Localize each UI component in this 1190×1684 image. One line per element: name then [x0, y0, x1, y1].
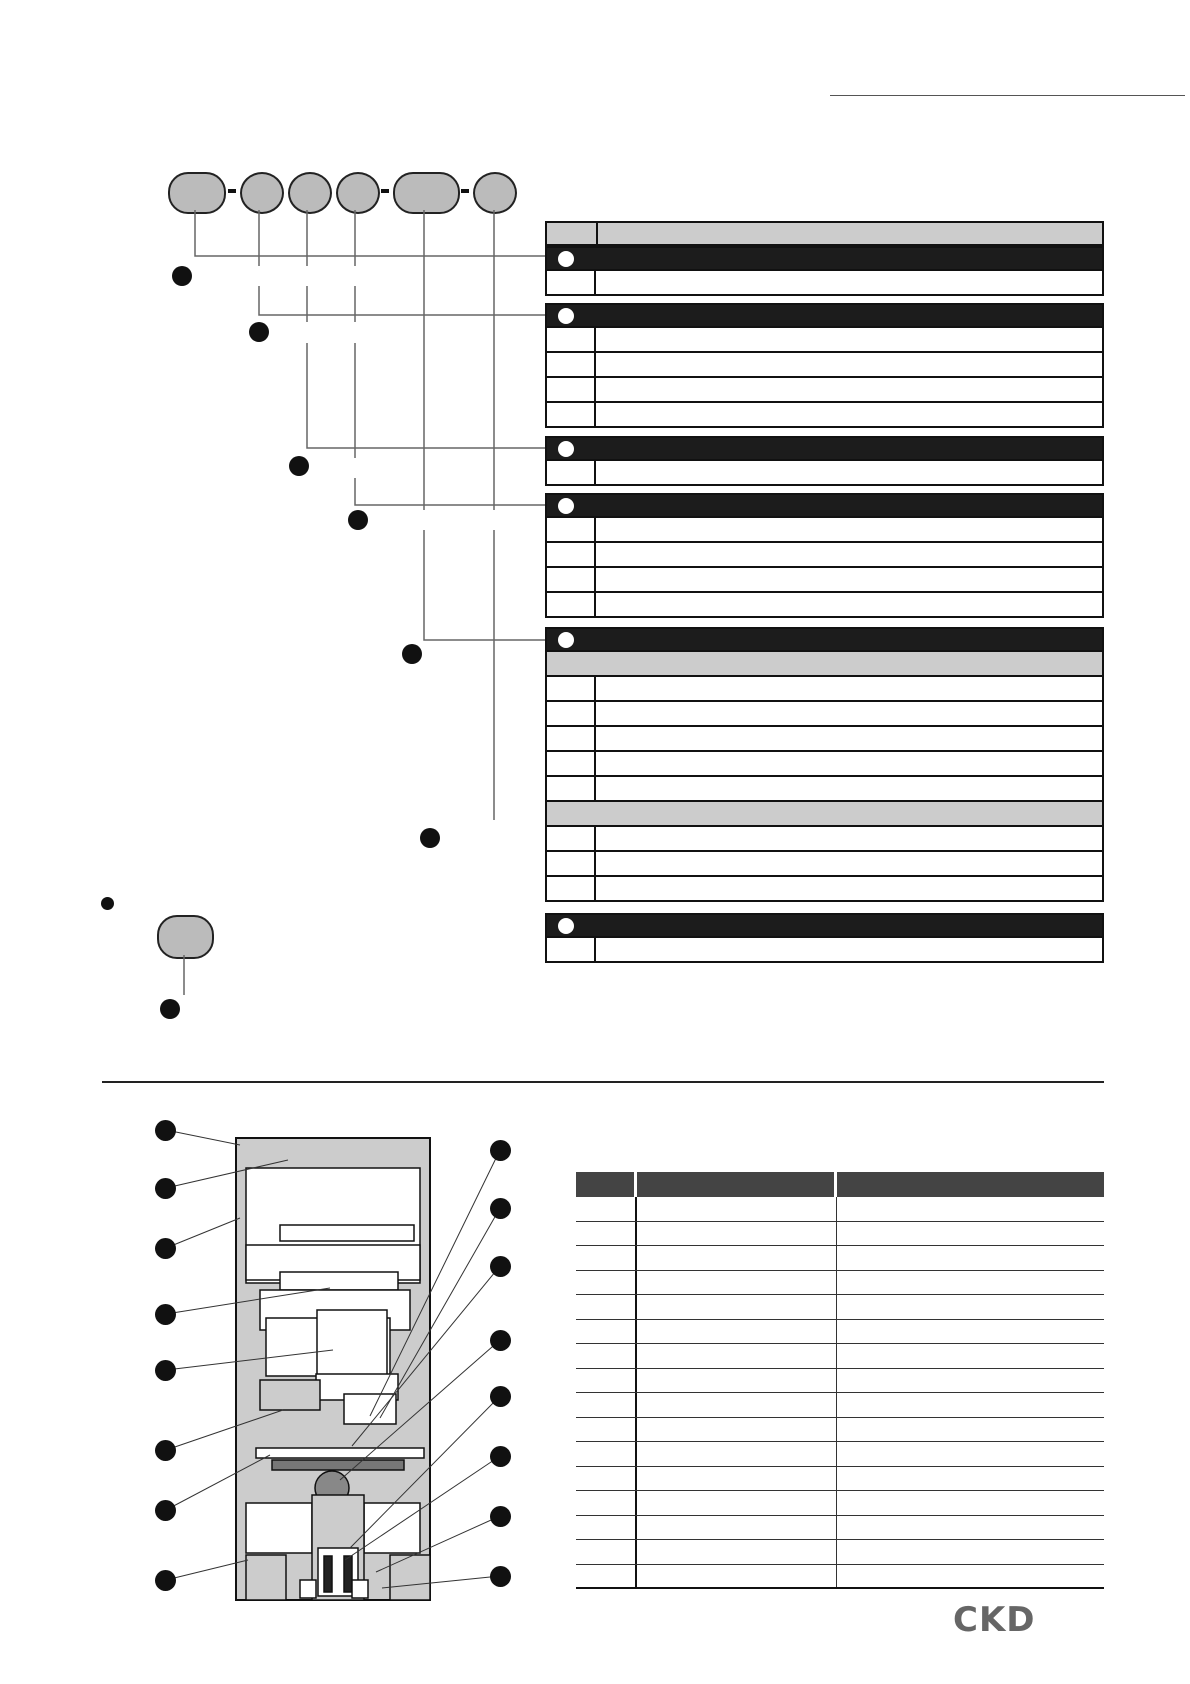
table-row: [576, 1418, 1104, 1443]
part-callout: [490, 1506, 511, 1527]
table-row: [576, 1491, 1104, 1516]
part-callout: [155, 1304, 176, 1325]
table-row: [576, 1222, 1104, 1247]
table-row: [576, 1344, 1104, 1369]
table-row: [576, 1442, 1104, 1467]
part-callout: [155, 1120, 176, 1141]
part-callout: [490, 1566, 511, 1587]
part-callout: [155, 1360, 176, 1381]
ckd-logo: CKD: [953, 1600, 1036, 1640]
table-row: [576, 1467, 1104, 1492]
table-row: [576, 1320, 1104, 1345]
part-callout: [155, 1238, 176, 1259]
part-callout: [490, 1198, 511, 1219]
part-callout: [490, 1330, 511, 1351]
table-row: [576, 1393, 1104, 1418]
part-callout: [490, 1256, 511, 1277]
table-row: [576, 1540, 1104, 1565]
part-callout: [490, 1446, 511, 1467]
parts-list-table: [576, 1172, 1104, 1589]
table-row: [576, 1197, 1104, 1222]
part-callout: [155, 1440, 176, 1461]
table-row: [576, 1369, 1104, 1394]
table-row: [576, 1295, 1104, 1320]
table-row: [576, 1565, 1104, 1590]
parts-table-header: [576, 1172, 1104, 1197]
part-callout: [155, 1500, 176, 1521]
table-row: [576, 1271, 1104, 1296]
part-callout: [155, 1570, 176, 1591]
part-callout: [155, 1178, 176, 1199]
table-row: [576, 1246, 1104, 1271]
part-callout: [490, 1140, 511, 1161]
table-row: [576, 1516, 1104, 1541]
part-callout: [490, 1386, 511, 1407]
